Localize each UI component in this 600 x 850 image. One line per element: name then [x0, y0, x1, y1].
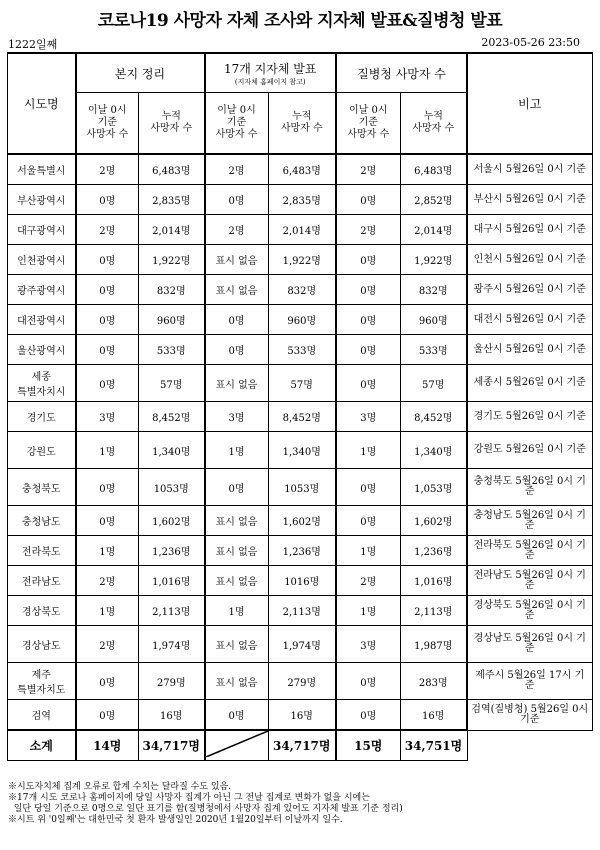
note-cell: 대전시 5월26일 0시 기준: [467, 305, 592, 335]
table-row: [8, 596, 593, 626]
own-daily-cell: 0명: [76, 700, 139, 731]
report-datetime: 2023-05-26 23:50: [481, 36, 580, 49]
footnotes: [8, 782, 403, 826]
kdca-daily-cell: 0명: [336, 275, 400, 305]
kdca-cumulative-cell: 1,922명: [400, 245, 467, 275]
note-cell: 경기도 5월26일 0시 기준: [467, 402, 592, 432]
note-cell: 울산시 5월26일 0시 기준: [467, 335, 592, 365]
own-daily-cell: 0명: [76, 663, 139, 700]
kdca-daily-cell: 2명: [336, 215, 400, 245]
own-cumulative-cell: 57명: [139, 365, 205, 402]
kdca-daily-cell: 0명: [336, 469, 400, 506]
kdca-daily-cell: 0명: [336, 245, 400, 275]
note-cell: 부산시 5월26일 0시 기준: [467, 185, 592, 215]
kdca-cumulative-cell: 8,452명: [400, 402, 467, 432]
table-row: [8, 305, 593, 335]
region-cell: 세종 특별자치시: [8, 365, 76, 402]
kdca-daily-cell: 0명: [336, 365, 400, 402]
local-daily-cell: 3명: [205, 402, 269, 432]
local-daily-cell: 표시 없음: [205, 245, 269, 275]
table-row: [8, 506, 593, 536]
region-cell: 부산광역시: [8, 185, 76, 215]
own-daily-cell: 0명: [76, 365, 139, 402]
kdca-cumulative-cell: 6,483명: [400, 154, 467, 185]
own-daily-cell: 0명: [76, 245, 139, 275]
note-cell: 충청북도 5월26일 0시 기준: [467, 469, 592, 506]
own-cumulative-cell: 2,014명: [139, 215, 205, 245]
kdca-daily-cell: 1명: [336, 432, 400, 469]
region-cell: 인천광역시: [8, 245, 76, 275]
own-daily-cell: 1명: [76, 596, 139, 626]
total-kdca-daily: 15명: [336, 730, 400, 761]
note-cell: 충청남도 5월26일 0시 기준: [467, 506, 592, 536]
header-own-daily: 이날 0시 기준 사망자 수: [76, 93, 139, 155]
total-local-cumulative: 34,717명: [268, 730, 336, 761]
local-cumulative-cell: 57명: [268, 365, 336, 402]
own-cumulative-cell: 2,113명: [139, 596, 205, 626]
header-local-line2: (지자체 홈페이지 참고): [234, 77, 306, 86]
kdca-cumulative-cell: 1,340명: [400, 432, 467, 469]
footnote: ※시도자치체 집계 오류로 합계 수치는 달라질 수도 있음.: [8, 782, 232, 792]
table-row: [8, 154, 593, 185]
own-daily-cell: 1명: [76, 432, 139, 469]
note-cell: 강원도 5월26일 0시 기준: [467, 432, 592, 469]
table-row: [8, 700, 593, 731]
note-cell: 광주시 5월26일 0시 기준: [467, 275, 592, 305]
kdca-cumulative-cell: 1,016명: [400, 566, 467, 596]
local-cumulative-cell: 1053명: [268, 469, 336, 506]
kdca-cumulative-cell: 2,852명: [400, 185, 467, 215]
diagonal-strike: [206, 731, 268, 757]
note-cell: 전라남도 5월26일 0시 기준: [467, 566, 592, 596]
kdca-daily-cell: 3명: [336, 402, 400, 432]
local-daily-cell: 표시 없음: [205, 536, 269, 566]
own-daily-cell: 2명: [76, 154, 139, 185]
own-daily-cell: 0명: [76, 469, 139, 506]
kdca-cumulative-cell: 1,602명: [400, 506, 467, 536]
header-kdca: 질병청 사망자 수: [336, 53, 467, 93]
own-daily-cell: 1명: [76, 536, 139, 566]
kdca-cumulative-cell: 2,113명: [400, 596, 467, 626]
document-title: 코로나19 사망자 자체 조사와 지자체 발표&질병청 발표: [97, 11, 503, 31]
local-daily-cell: 1명: [205, 596, 269, 626]
region-cell: 전라남도: [8, 566, 76, 596]
death-stats-table: [7, 52, 593, 761]
local-cumulative-cell: 1,974명: [268, 626, 336, 663]
own-daily-cell: 3명: [76, 402, 139, 432]
table-row: [8, 245, 593, 275]
region-cell: 경기도: [8, 402, 76, 432]
table-row: [8, 566, 593, 596]
local-cumulative-cell: 832명: [268, 275, 336, 305]
total-notes-empty: [467, 730, 592, 761]
local-daily-cell: 표시 없음: [205, 275, 269, 305]
header-region: 시도명: [8, 53, 76, 154]
total-row: [8, 730, 593, 761]
local-cumulative-cell: 1,340명: [268, 432, 336, 469]
table-row: [8, 365, 593, 402]
table-row: [8, 335, 593, 365]
kdca-daily-cell: 0명: [336, 305, 400, 335]
kdca-cumulative-cell: 1,987명: [400, 626, 467, 663]
kdca-cumulative-cell: 2,014명: [400, 215, 467, 245]
own-daily-cell: 2명: [76, 626, 139, 663]
region-cell: 경상북도: [8, 596, 76, 626]
local-cumulative-cell: 8,452명: [268, 402, 336, 432]
own-cumulative-cell: 279명: [139, 663, 205, 700]
own-cumulative-cell: 6,483명: [139, 154, 205, 185]
local-daily-cell: 표시 없음: [205, 663, 269, 700]
note-cell: 세종시 5월26일 0시 기준: [467, 365, 592, 402]
header-local-daily: 이날 0시 기준 사망자 수: [205, 93, 269, 155]
header-kdca-daily: 이날 0시 기준 사망자 수: [336, 93, 400, 155]
own-cumulative-cell: 1,922명: [139, 245, 205, 275]
kdca-cumulative-cell: 960명: [400, 305, 467, 335]
note-cell: 경상북도 5월26일 0시 기준: [467, 596, 592, 626]
header-notes: 비고: [467, 53, 592, 154]
header-local-line1: 17개 지자체 발표: [224, 61, 317, 76]
own-cumulative-cell: 832명: [139, 275, 205, 305]
header-own-cumulative: 누적 사망자 수: [139, 93, 205, 155]
local-cumulative-cell: 279명: [268, 663, 336, 700]
total-own-daily: 14명: [76, 730, 139, 761]
region-cell: 제주 특별자치도: [8, 663, 76, 700]
own-cumulative-cell: 533명: [139, 335, 205, 365]
kdca-daily-cell: 2명: [336, 154, 400, 185]
own-daily-cell: 0명: [76, 275, 139, 305]
region-cell: 전라북도: [8, 536, 76, 566]
local-cumulative-cell: 6,483명: [268, 154, 336, 185]
local-daily-cell: 0명: [205, 305, 269, 335]
note-cell: 서울시 5월26일 0시 기준: [467, 154, 592, 185]
own-cumulative-cell: 1,974명: [139, 626, 205, 663]
kdca-daily-cell: 2명: [336, 566, 400, 596]
table-row: [8, 663, 593, 700]
local-daily-cell: 0명: [205, 185, 269, 215]
table-row: [8, 469, 593, 506]
total-own-cumulative: 34,717명: [139, 730, 205, 761]
local-daily-cell: 0명: [205, 700, 269, 731]
local-daily-cell: 0명: [205, 469, 269, 506]
own-cumulative-cell: 2,835명: [139, 185, 205, 215]
local-cumulative-cell: 1,236명: [268, 536, 336, 566]
own-cumulative-cell: 1,236명: [139, 536, 205, 566]
own-cumulative-cell: 1053명: [139, 469, 205, 506]
own-cumulative-cell: 960명: [139, 305, 205, 335]
region-cell: 경상남도: [8, 626, 76, 663]
own-daily-cell: 2명: [76, 566, 139, 596]
local-daily-cell: 표시 없음: [205, 566, 269, 596]
region-cell: 대전광역시: [8, 305, 76, 335]
own-cumulative-cell: 16명: [139, 700, 205, 731]
footnote: ※17개 시도 코로나 홈페이지에 당일 사망자 집계가 아닌 그 전날 집계로 변화가 없을 시에는: [8, 793, 370, 803]
kdca-cumulative-cell: 57명: [400, 365, 467, 402]
header-own-summary: 본지 정리: [76, 53, 205, 93]
kdca-daily-cell: 1명: [336, 596, 400, 626]
local-daily-cell: 표시 없음: [205, 506, 269, 536]
local-cumulative-cell: 533명: [268, 335, 336, 365]
note-cell: 대구시 5월26일 0시 기준: [467, 215, 592, 245]
table-body: [8, 154, 593, 730]
local-daily-cell: 1명: [205, 432, 269, 469]
region-cell: 울산광역시: [8, 335, 76, 365]
local-cumulative-cell: 2,014명: [268, 215, 336, 245]
local-daily-cell: 표시 없음: [205, 365, 269, 402]
local-cumulative-cell: 2,113명: [268, 596, 336, 626]
table-row: [8, 185, 593, 215]
total-kdca-cumulative: 34,751명: [400, 730, 467, 761]
region-cell: 대구광역시: [8, 215, 76, 245]
day-count: 1222일째: [8, 38, 58, 51]
own-cumulative-cell: 1,602명: [139, 506, 205, 536]
own-cumulative-cell: 1,340명: [139, 432, 205, 469]
table-row: [8, 626, 593, 663]
kdca-daily-cell: 3명: [336, 626, 400, 663]
own-daily-cell: 2명: [76, 215, 139, 245]
header-local-government: [205, 53, 337, 93]
kdca-cumulative-cell: 283명: [400, 663, 467, 700]
kdca-daily-cell: 1명: [336, 536, 400, 566]
table-row: [8, 536, 593, 566]
local-cumulative-cell: 1,602명: [268, 506, 336, 536]
table-row: [8, 275, 593, 305]
own-daily-cell: 0명: [76, 335, 139, 365]
local-daily-cell: 0명: [205, 335, 269, 365]
kdca-cumulative-cell: 1,053명: [400, 469, 467, 506]
local-cumulative-cell: 1,922명: [268, 245, 336, 275]
header-local-cumulative: 누적 사망자 수: [268, 93, 336, 155]
kdca-daily-cell: 0명: [336, 506, 400, 536]
region-cell: 서울특별시: [8, 154, 76, 185]
total-local-daily-blank: [205, 730, 269, 761]
kdca-daily-cell: 0명: [336, 663, 400, 700]
note-cell: 제주시 5월26일 17시 기준: [467, 663, 592, 700]
kdca-daily-cell: 0명: [336, 700, 400, 731]
kdca-cumulative-cell: 16명: [400, 700, 467, 731]
kdca-cumulative-cell: 1,236명: [400, 536, 467, 566]
kdca-daily-cell: 0명: [336, 335, 400, 365]
region-cell: 강원도: [8, 432, 76, 469]
note-cell: 경상남도 5월26일 0시 기준: [467, 626, 592, 663]
kdca-cumulative-cell: 832명: [400, 275, 467, 305]
table-row: [8, 215, 593, 245]
header-kdca-cumulative: 누적 사망자 수: [400, 93, 467, 155]
note-cell: 전라북도 5월26일 0시 기준: [467, 536, 592, 566]
local-cumulative-cell: 2,835명: [268, 185, 336, 215]
region-cell: 충청북도: [8, 469, 76, 506]
footnote: 일단 당일 기준으로 0명으로 일단 표기를 함(질병청에서 사망자 집계 있어도 지자체 발표 기준 정리): [8, 804, 403, 814]
own-daily-cell: 0명: [76, 506, 139, 536]
kdca-daily-cell: 0명: [336, 185, 400, 215]
own-daily-cell: 0명: [76, 305, 139, 335]
own-cumulative-cell: 1,016명: [139, 566, 205, 596]
table-row: [8, 402, 593, 432]
table-row: [8, 432, 593, 469]
local-cumulative-cell: 16명: [268, 700, 336, 731]
footnote: ※시트 위 '0일째'는 대한민국 첫 환자 발생일인 2020년 1월20일부터 이날까지 일수.: [8, 815, 343, 825]
note-cell: 인천시 5월26일 0시 기준: [467, 245, 592, 275]
total-label: 소계: [8, 730, 76, 761]
region-cell: 검역: [8, 700, 76, 731]
region-cell: 광주광역시: [8, 275, 76, 305]
local-daily-cell: 2명: [205, 215, 269, 245]
local-daily-cell: 표시 없음: [205, 626, 269, 663]
local-daily-cell: 2명: [205, 154, 269, 185]
note-cell: 검역(질병청) 5월26일 0시 기준: [467, 700, 592, 731]
own-cumulative-cell: 8,452명: [139, 402, 205, 432]
local-cumulative-cell: 960명: [268, 305, 336, 335]
region-cell: 충청남도: [8, 506, 76, 536]
kdca-cumulative-cell: 533명: [400, 335, 467, 365]
own-daily-cell: 0명: [76, 185, 139, 215]
local-cumulative-cell: 1016명: [268, 566, 336, 596]
